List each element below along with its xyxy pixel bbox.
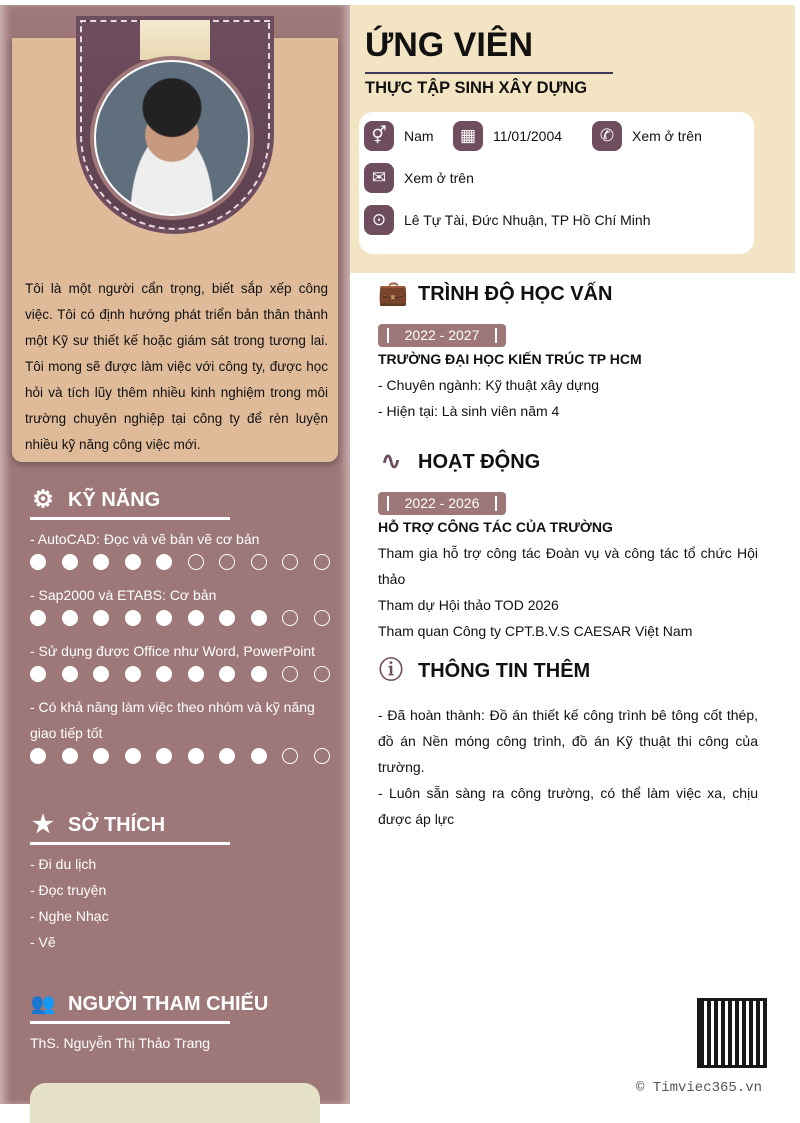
divider bbox=[365, 72, 613, 74]
education-date: 2022 - 2027 bbox=[378, 324, 506, 347]
pulse-icon: ∿ bbox=[380, 448, 402, 475]
rating-dot-filled bbox=[125, 554, 141, 570]
location-pin-icon: ⊙ bbox=[364, 205, 394, 235]
hobby-item: - Vẽ bbox=[30, 934, 56, 950]
candidate-name: ỨNG VIÊN bbox=[365, 26, 534, 64]
education-line: - Hiện tại: Là sinh viên năm 4 bbox=[378, 403, 560, 419]
calendar-icon: ▦ bbox=[453, 121, 483, 151]
rating-dot-filled bbox=[125, 666, 141, 682]
rating-dot-filled bbox=[93, 554, 109, 570]
rating-dot-empty bbox=[251, 554, 267, 570]
rating-dot-empty bbox=[314, 748, 330, 764]
rating-dot-filled bbox=[156, 610, 172, 626]
rating-dot-empty bbox=[282, 610, 298, 626]
address-item: ⊙ Lê Tự Tài, Đức Nhuận, TP Hồ Chí Minh bbox=[364, 205, 650, 235]
rating-dot-filled bbox=[93, 666, 109, 682]
skill-rating bbox=[30, 610, 330, 626]
activity-line: Tham gia hỗ trợ công tác Đoàn vụ và công tác tổ chức Hội thảo bbox=[378, 545, 758, 587]
rating-dot-filled bbox=[156, 666, 172, 682]
mail-icon: ✉ bbox=[364, 163, 394, 193]
rating-dot-filled bbox=[30, 554, 46, 570]
rating-dot-filled bbox=[93, 610, 109, 626]
divider bbox=[30, 517, 230, 520]
rating-dot-filled bbox=[125, 748, 141, 764]
gear-icon: ⚙ bbox=[32, 486, 54, 513]
reference-item: ThS. Nguyễn Thị Thảo Trang bbox=[30, 1035, 211, 1051]
rating-dot-filled bbox=[156, 748, 172, 764]
activity-line: Tham quan Công ty CPT.B.V.S CAESAR Việt Nam bbox=[378, 623, 693, 639]
gender-icon: ⚥ bbox=[364, 121, 394, 151]
additional-heading: ⓘ THÔNG TIN THÊM bbox=[379, 657, 591, 684]
email-item: ✉ Xem ở trên bbox=[364, 163, 474, 193]
rating-dot-filled bbox=[251, 666, 267, 682]
rating-dot-filled bbox=[251, 610, 267, 626]
additional-line: - Đã hoàn thành: Đồ án thiết kế công trình bê tông cốt thép, đồ án Nền móng công trình, đồ án Kỹ thuật thi công của trường. bbox=[378, 707, 758, 775]
activity-org: HỖ TRỢ CÔNG TÁC CỦA TRƯỜNG bbox=[378, 519, 613, 535]
rating-dot-filled bbox=[219, 666, 235, 682]
reference-box bbox=[30, 1083, 320, 1123]
rating-dot-filled bbox=[188, 748, 204, 764]
divider bbox=[30, 842, 230, 845]
rating-dot-filled bbox=[62, 748, 78, 764]
rating-dot-empty bbox=[314, 666, 330, 682]
additional-line: - Luôn sẵn sàng ra công trường, có thể làm việc xa, chịu được áp lực bbox=[378, 785, 758, 827]
rating-dot-filled bbox=[30, 666, 46, 682]
rating-dot-filled bbox=[30, 610, 46, 626]
divider bbox=[30, 1021, 230, 1024]
rating-dot-empty bbox=[314, 554, 330, 570]
briefcase-icon: 💼 bbox=[378, 280, 408, 307]
rating-dot-empty bbox=[219, 554, 235, 570]
phone-icon: ✆ bbox=[592, 121, 622, 151]
rating-dot-filled bbox=[251, 748, 267, 764]
references-heading: 👥 NGƯỜI THAM CHIẾU bbox=[30, 992, 269, 1015]
skill-rating bbox=[30, 554, 330, 570]
qr-code bbox=[697, 998, 767, 1068]
activity-date: 2022 - 2026 bbox=[378, 492, 506, 515]
skill-label: - AutoCAD: Đọc và vẽ bản vẽ cơ bản bbox=[30, 531, 260, 547]
skill-label: - Sử dụng được Office như Word, PowerPoint bbox=[30, 643, 316, 659]
rating-dot-filled bbox=[93, 748, 109, 764]
skill-label: - Có khả năng làm việc theo nhóm và kỹ năng giao tiếp tốt bbox=[30, 699, 315, 741]
users-icon: 👥 bbox=[30, 993, 56, 1015]
job-title: THỰC TẬP SINH XÂY DỰNG bbox=[365, 79, 588, 97]
phone-item: ✆ Xem ở trên bbox=[592, 121, 702, 151]
rating-dot-filled bbox=[125, 610, 141, 626]
rating-dot-filled bbox=[62, 610, 78, 626]
hobby-item: - Đọc truyện bbox=[30, 882, 107, 898]
skills-heading: ⚙ KỸ NĂNG bbox=[30, 487, 160, 513]
about-text: Tôi là một người cẩn trọng, biết sắp xếp công việc. Tôi có định hướng phát triển bản thân thành một Kỹ sư thiết kế hoặc giám sát trong tương lai. Tôi mong sẽ được làm việc với công ty, được học hỏi và tích lũy thêm nhiều kinh nghiệm trong môi trường chuyên nghiệp tại công ty để rèn luyện nhiều kỹ năng công việc mới. bbox=[25, 281, 328, 452]
rating-dot-empty bbox=[282, 554, 298, 570]
info-icon: ⓘ bbox=[379, 657, 403, 684]
skill-rating bbox=[30, 748, 330, 764]
rating-dot-filled bbox=[62, 666, 78, 682]
school-name: TRƯỜNG ĐẠI HỌC KIẾN TRÚC TP HCM bbox=[378, 351, 642, 367]
rating-dot-empty bbox=[314, 610, 330, 626]
rating-dot-filled bbox=[219, 748, 235, 764]
hobbies-heading: ★ SỞ THÍCH bbox=[30, 812, 165, 838]
strap-ribbon bbox=[140, 20, 210, 60]
rating-dot-filled bbox=[188, 666, 204, 682]
hobby-item: - Nghe Nhạc bbox=[30, 908, 109, 924]
star-icon: ★ bbox=[32, 811, 54, 838]
skill-label: - Sap2000 và ETABS: Cơ bản bbox=[30, 587, 217, 603]
avatar bbox=[90, 56, 254, 220]
activity-line: Tham dự Hội thảo TOD 2026 bbox=[378, 597, 559, 613]
education-heading: 💼 TRÌNH ĐỘ HỌC VẤN bbox=[378, 280, 613, 307]
rating-dot-empty bbox=[188, 554, 204, 570]
birthday-item: ▦ 11/01/2004 bbox=[453, 121, 562, 151]
rating-dot-empty bbox=[282, 748, 298, 764]
rating-dot-filled bbox=[188, 610, 204, 626]
rating-dot-filled bbox=[62, 554, 78, 570]
contact-card bbox=[359, 112, 754, 254]
rating-dot-filled bbox=[219, 610, 235, 626]
rating-dot-filled bbox=[156, 554, 172, 570]
rating-dot-filled bbox=[30, 748, 46, 764]
hobby-item: - Đi du lịch bbox=[30, 856, 97, 872]
rating-dot-empty bbox=[282, 666, 298, 682]
skill-rating bbox=[30, 666, 330, 682]
copyright: © Timviec365.vn bbox=[636, 1080, 763, 1096]
education-line: - Chuyên ngành: Kỹ thuật xây dựng bbox=[378, 377, 600, 393]
activities-heading: ∿ HOẠT ĐỘNG bbox=[378, 449, 540, 475]
gender-item: ⚥ Nam bbox=[364, 121, 434, 151]
